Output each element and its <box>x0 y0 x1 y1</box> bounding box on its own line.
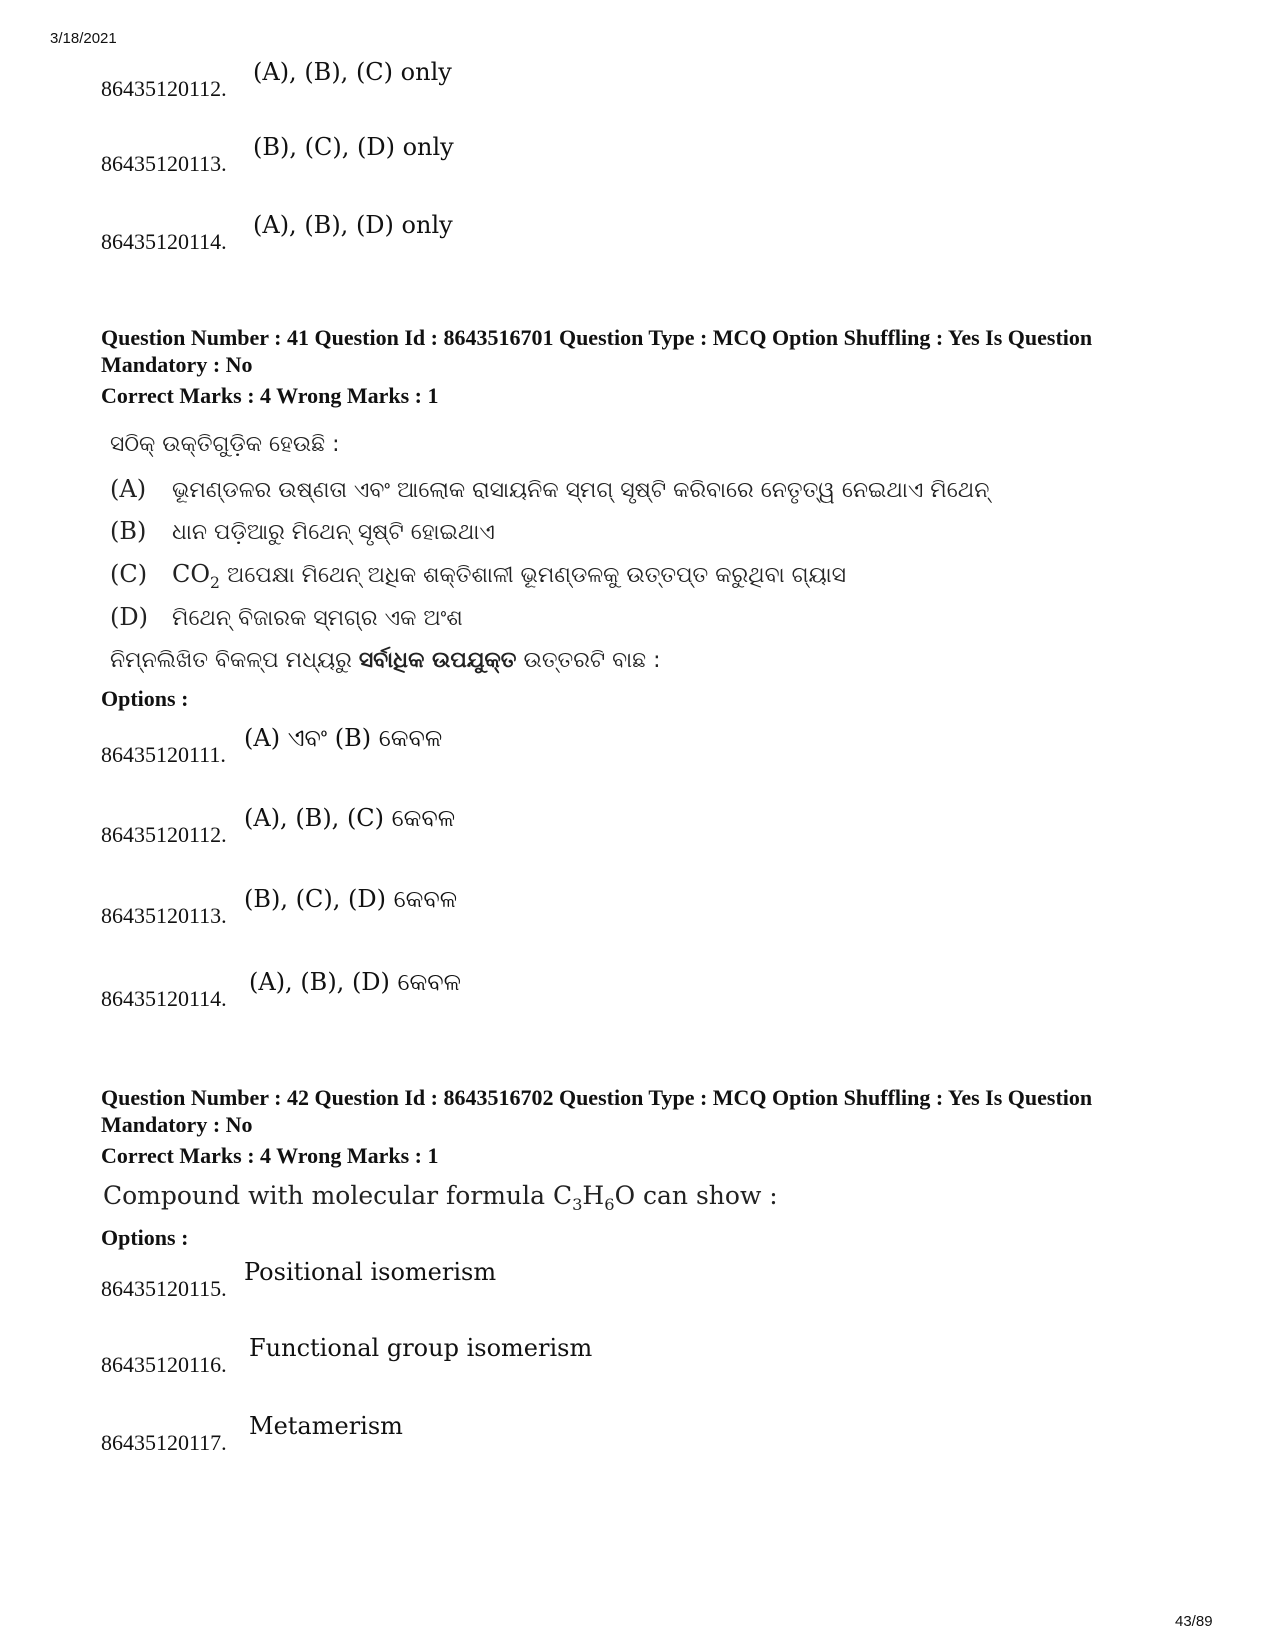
option-text: (A), (B), (D) କେବଳ <box>249 968 461 996</box>
co2-formula: $CO_2$ <box>172 560 220 592</box>
option-row <box>101 1258 1001 1302</box>
question-41-instruction: ନିମ୍ନଲିଖିତ ବିକଳ୍ପ ମଧ୍ୟରୁ ସର୍ବାଧିକ ଉପଯୁକ୍ତ ଉତ୍ତରଟି ବାଛ : <box>110 648 661 673</box>
options-label: Options : <box>101 1225 189 1250</box>
option-id: 86435120114. <box>101 229 227 254</box>
question-41-stem: ସଠିକ୍ ଉକ୍ତିଗୁଡ଼ିକ ହେଉଛି : <box>110 432 340 457</box>
option-id: 86435120112. <box>101 822 227 847</box>
option-id: 86435120116. <box>101 1352 227 1377</box>
option-row <box>101 1334 1001 1378</box>
option-row <box>101 1412 1001 1456</box>
option-row <box>101 58 1001 102</box>
option-id: 86435120113. <box>101 151 227 176</box>
statement-text: ଭୂମଣ୍ଡଳର ଉଷ୍ଣତା ଏବଂ ଆଲୋକ ରାସାୟନିକ ସ୍ମଗ୍ ସୃଷ୍ଟି କରିବାରେ ନେତୃତ୍ୱ ନେଇଥାଏ ମିଥେନ୍ <box>172 478 990 503</box>
option-id: 86435120114. <box>101 986 227 1011</box>
statement-text: ଧାନ ପଡ଼ିଆରୁ ମିଥେନ୍ ସୃଷ୍ଟି ହୋଇଥାଏ <box>172 520 495 545</box>
option-id: 86435120111. <box>101 742 226 767</box>
statement-label: (A) <box>110 475 147 503</box>
option-id: 86435120117. <box>101 1430 227 1455</box>
statement-d <box>110 603 463 631</box>
option-row <box>101 133 1001 177</box>
question-42-header: Question Number : 42 Question Id : 8643516702 Question Type : MCQ Option Shuffling : Yes Is Question Mandatory : No <box>101 1085 1093 1137</box>
statement-label: (B) <box>110 517 147 545</box>
option-id: 86435120115. <box>101 1276 227 1301</box>
option-id: 86435120113. <box>101 903 227 928</box>
statement-a <box>110 475 989 503</box>
option-text: Functional group isomerism <box>249 1334 593 1362</box>
question-42-stem: Compound with molecular formula $C_3H_6O$ can show : <box>103 1181 778 1214</box>
option-row <box>101 211 1001 255</box>
options-label: Options : <box>101 686 189 711</box>
question-42-marks: Correct Marks : 4 Wrong Marks : 1 <box>101 1143 439 1168</box>
option-text: (B), (C), (D) କେବଳ <box>244 885 458 913</box>
option-row <box>101 804 1001 848</box>
statement-c <box>110 560 846 592</box>
question-41-marks: Correct Marks : 4 Wrong Marks : 1 <box>101 383 439 408</box>
option-text: Metamerism <box>249 1412 403 1440</box>
statement-label: (C) <box>110 560 148 588</box>
option-id: 86435120112. <box>101 76 227 101</box>
statement-text: ଅପେକ୍ଷା ମିଥେନ୍ ଅଧିକ ଶକ୍ତିଶାଳୀ ଭୂମଣ୍ଡଳକୁ ଉତ୍ତପ୍ତ କରୁଥିବା ଗ୍ୟାସ <box>219 563 847 588</box>
question-41-header: Question Number : 41 Question Id : 8643516701 Question Type : MCQ Option Shuffling : Yes Is Question Mandatory : No <box>101 325 1093 377</box>
statement-text: ମିଥେନ୍ ବିଜାରକ ସ୍ମଗ୍ର ଏକ ଅଂଶ <box>172 606 463 631</box>
statement-b <box>110 517 495 545</box>
option-row <box>101 885 1001 929</box>
option-row <box>101 724 1001 768</box>
option-text: (A), (B), (C) only <box>253 58 452 86</box>
option-text: (B), (C), (D) only <box>253 133 454 161</box>
option-text: (A), (B), (D) only <box>253 211 453 239</box>
option-text: (A), (B), (C) କେବଳ <box>244 804 456 832</box>
instruction-emphasis: ସର୍ବାଧିକ ଉପଯୁକ୍ତ <box>358 648 517 673</box>
option-text: (A) ଏବଂ (B) କେବଳ <box>244 724 443 752</box>
page-number: 43/89 <box>1175 1613 1213 1630</box>
option-text: Positional isomerism <box>244 1258 497 1286</box>
option-row <box>101 968 1001 1012</box>
statement-label: (D) <box>110 603 148 631</box>
print-date: 3/18/2021 <box>50 30 117 47</box>
